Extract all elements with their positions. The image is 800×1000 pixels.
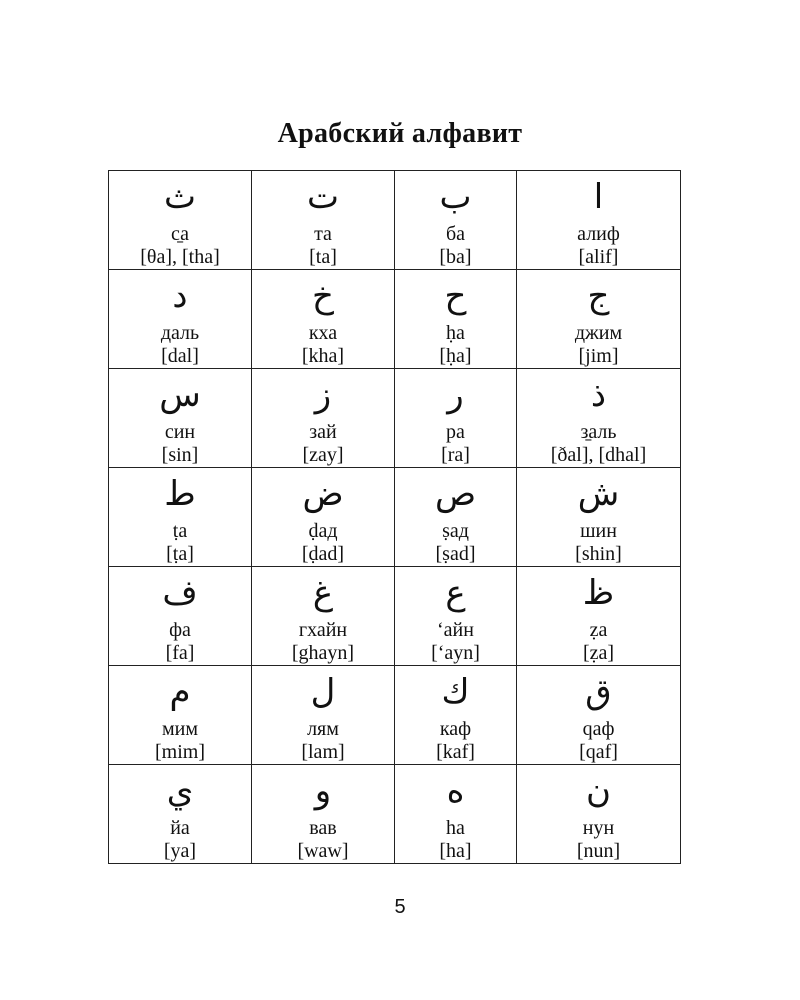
arabic-letter: ج [587,276,610,316]
letter-cell [109,369,252,468]
arabic-letter: ع [445,573,466,613]
letter-cell [252,468,395,567]
letter-name: вав [309,817,337,839]
letter-transliteration: [jim] [578,345,619,367]
letter-name: ṣад [442,520,469,542]
letter-name: ṭа [172,520,188,542]
table-row [109,666,681,765]
letter-transliteration: [sin] [161,444,199,466]
letter-cell [395,567,517,666]
letter-name: зай [309,421,337,443]
letter-cell [517,666,681,765]
alphabet-table [108,170,681,864]
letter-cell [109,567,252,666]
letter-transliteration: [θa], [tha] [140,246,220,268]
letter-cell [109,468,252,567]
arabic-letter: د [172,276,188,316]
letter-cell [395,270,517,369]
arabic-letter: ش [577,474,620,514]
letter-cell [252,567,395,666]
letter-transliteration: [ḥa] [439,345,472,367]
letter-name: мим [161,718,198,740]
letter-transliteration: [kha] [301,345,345,367]
letter-cell [252,270,395,369]
letter-cell [109,666,252,765]
letter-transliteration: [‘ayn] [431,642,480,664]
arabic-letter: ص [434,474,477,514]
letter-name: ‘айн [437,619,474,641]
letter-name: лям [307,718,339,740]
table-row [109,369,681,468]
arabic-letter: ق [585,672,612,712]
letter-name: гхайн [298,619,348,641]
table-row [109,567,681,666]
page-title: Арабский алфавит [277,118,523,149]
page-number: 5 [394,896,406,918]
arabic-letter: و [314,771,332,811]
arabic-letter: ر [447,375,464,415]
arabic-letter: ف [162,573,198,613]
table-row [109,765,681,864]
letter-name: ба [445,223,466,245]
letter-cell [252,369,395,468]
table-row [109,270,681,369]
letter-transliteration: [ra] [441,444,470,466]
letter-cell [252,765,395,864]
arabic-letter: ي [166,771,194,811]
letter-cell [109,270,252,369]
letter-name: алиф [577,223,620,245]
letter-name: з̱аль [580,421,617,443]
arabic-letter: ت [306,177,339,217]
alphabet-table-body [109,171,681,864]
arabic-letter: ك [441,672,470,712]
arabic-letter: ذ [590,375,607,415]
arabic-letter: ظ [582,573,615,613]
table-row [109,468,681,567]
letter-cell [395,171,517,270]
letter-transliteration: [ṭa] [166,543,194,565]
arabic-letter: ل [310,672,336,712]
letter-transliteration: [lam] [301,741,345,763]
letter-transliteration: [kaf] [436,741,475,763]
letter-name: ḍад [308,520,338,542]
letter-transliteration: [ba] [439,246,472,268]
arabic-letter: خ [312,276,334,316]
letter-name: даль [160,322,200,344]
arabic-letter: س [159,375,201,415]
letter-name: нун [582,817,615,839]
letter-cell [109,171,252,270]
letter-transliteration: [ṣad] [435,543,476,565]
letter-name: шин [580,520,617,542]
letter-name: джим [574,322,623,344]
arabic-letter: ب [439,177,472,217]
arabic-letter: ث [163,177,196,217]
letter-transliteration: [mim] [155,741,205,763]
arabic-letter: ا [593,177,604,217]
letter-transliteration: [ha] [439,840,472,862]
letter-cell [395,468,517,567]
arabic-letter: ن [586,771,611,811]
arabic-letter: ح [444,276,467,316]
letter-transliteration: [ðal], [dhal] [550,444,647,466]
letter-name: син [164,421,196,443]
letter-transliteration: [nun] [576,840,621,862]
letter-name: фа [169,619,191,641]
letter-name: йа [170,817,190,839]
letter-cell [395,666,517,765]
letter-cell [517,468,681,567]
arabic-letter: ز [314,375,332,415]
arabic-letter: ض [302,474,344,514]
letter-cell [252,171,395,270]
letter-name: ḥа [446,322,465,344]
letter-transliteration: [ya] [163,840,197,862]
letter-transliteration: [fa] [165,642,195,664]
letter-cell [109,765,252,864]
letter-cell [517,567,681,666]
letter-cell [252,666,395,765]
letter-transliteration: [dal] [161,345,199,367]
letter-transliteration: [alif] [578,246,619,268]
arabic-letter: ط [164,474,196,514]
letter-transliteration: [waw] [297,840,349,862]
letter-transliteration: [qaf] [579,741,618,763]
letter-name: ра [446,421,465,443]
letter-cell [517,765,681,864]
letter-name: каф [439,718,472,740]
letter-transliteration: [ta] [309,246,337,268]
arabic-letter: ه [446,771,465,811]
letter-transliteration: [ḍad] [301,543,345,565]
letter-transliteration: [ghayn] [291,642,355,664]
letter-transliteration: [shin] [575,543,622,565]
letter-cell [395,765,517,864]
arabic-letter: غ [312,573,334,613]
letter-name: ẓа [589,619,608,641]
letter-cell [517,369,681,468]
letter-name: та [314,223,332,245]
letter-name: кха [308,322,338,344]
letter-transliteration: [ẓa] [582,642,615,664]
arabic-letter: م [169,672,191,712]
letter-name: qаф [582,718,615,740]
letter-cell [517,270,681,369]
letter-cell [517,171,681,270]
letter-name: ha [446,817,465,839]
letter-name: с̱а [171,223,189,245]
table-row [109,171,681,270]
letter-cell [395,369,517,468]
letter-transliteration: [zay] [302,444,344,466]
